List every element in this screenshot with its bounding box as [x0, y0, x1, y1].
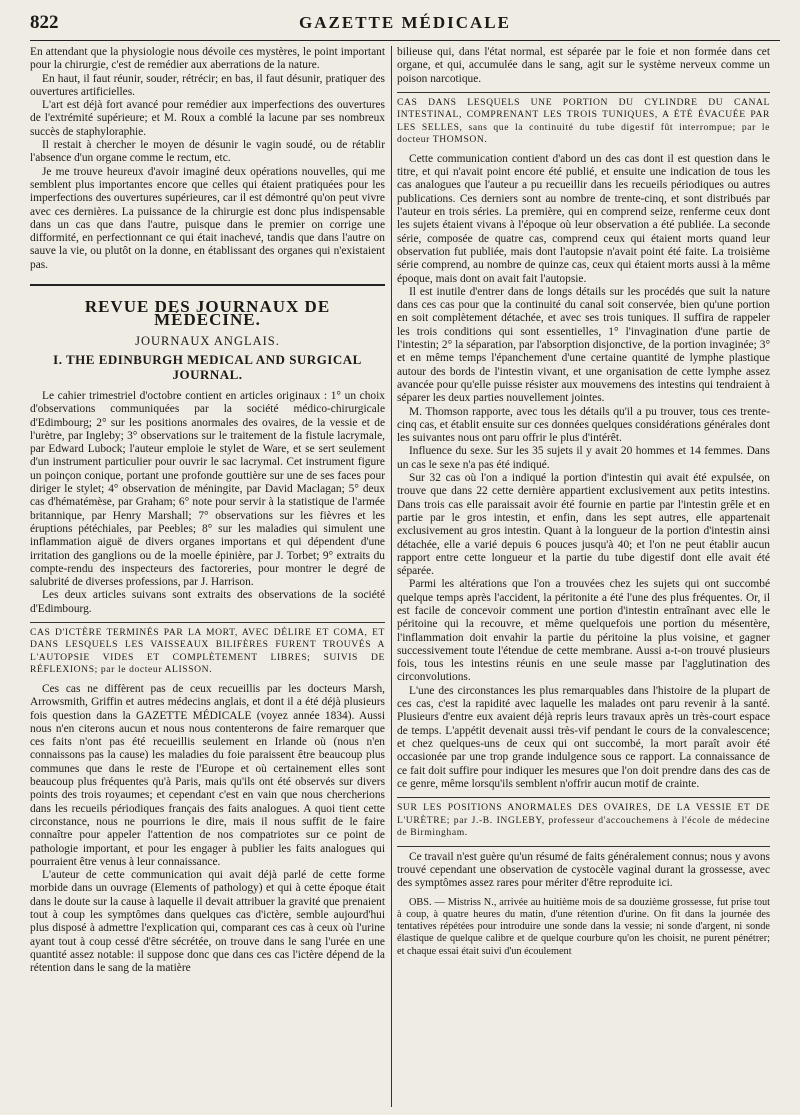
paragraph: M. Thomson rapporte, avec tous les détails qu'il a pu trouver, tous ces trente-cinq cas, et établit ensuite sur ces données quelques considérations générales dont les suivantes nous ont paru offrir le plus d'intérêt. — [397, 405, 770, 445]
rule — [397, 846, 770, 847]
paragraph: Sur 32 cas où l'on a indiqué la portion d'intestin qui avait été expulsée, on trouve que dans 22 cette dernière appartient exclusivement aux petits intestins. Dans trois cas elle paraissait avoir été fournie en partie par l'intestin grêle et en partie par le gros intestin, et enfin, dans les sept autres, elle appartenait exclusivement au gros intestin. Quant à la longueur de la portion d'intestin ainsi détachée, elle a varié depuis 6 pouces jusqu'à 40; et l'on ne peut établir aucun rapport entre cette longueur et la partie du tube digestif dont elle avait été séparée. — [397, 472, 770, 578]
paragraph: Je me trouve heureux d'avoir imaginé deux opérations nouvelles, qui me semblent plus importantes encore que celles qui étaient pratiquées pour les imperfections des ouvertures supérieures, car il est démontré qu'on peut vivre avec ces dernières. La puissance de la chirurgie est donc plus indispensable dans un cas que dans l'autre, puisque dans le premier on corrige une difformité, en perfectionnant ce qui était inachevé, tandis que dans l'autre on sauve la vie, ou plutôt on la donne, en établissant des organes qui n'existaient pas. — [30, 165, 385, 271]
page-header — [30, 10, 780, 41]
paragraph: En attendant que la physiologie nous dévoile ces mystères, le point important pour la chirurgie, c'est de remédier aux aberrations de la nature. — [30, 46, 385, 72]
running-title: GAZETTE MÉDICALE — [299, 13, 511, 32]
rule — [397, 797, 770, 798]
paragraph: Le cahier trimestriel d'octobre contient en articles originaux : 1° un choix d'observations communiquées par la société médico-chirurgicale d'Edimbourg; 2° sur les positions anormales des ovaires, de la vessie et de l'urètre, par Ingleby; 3° observations sur le traitement de la fistule lacrymale, par Edward Lubock; l'auteur emploie le stylet de Ware, et se sert seulement d'un instrument particulier pour ouvrir le sac lacrymal. Cet instrument figure un poinçon conique, portant une profonde gouttière sur une de ses faces pour diriger le stylet; 4° observation de méningite, par David Maclagan; 5° deux cas d'hématémèse, par Graham; 6° note pour servir à la statistique de l'armée britannique, par Henry Marshall; 7° observations sur les fièvres et les éruptions pétéchiales, par Peebles; 8° sur les maladies qui simulent une inflammation aiguë de divers organes importans et qui dépendent d'une irritation des ganglions ou de la moelle épinière, par J. Torbet; 9° extraits du compte-rendu des inspecteurs des factoreries, pour montrer le degré de salubrité de diverses professions, par J. Harrison. — [30, 389, 385, 589]
paragraph: Il restait à chercher le moyen de désunir le vagin soudé, ou de rétablir l'absence d'un organe comme le rectum, etc. — [30, 139, 385, 165]
paragraph: Les deux articles suivans sont extraits des observations de la société d'Edimbourg. — [30, 589, 385, 615]
page-number: 822 — [30, 12, 59, 33]
section-title: REVUE DES JOURNAUX DE MÉDECINE. — [84, 297, 331, 330]
paragraph: Parmi les altérations que l'on a trouvées chez les sujets qui ont succombé quelque temps après l'accident, la péritonite a été l'une des plus fréquentes. Or, il est facile de concevoir comment une portion d'intestin entraînant avec elle le péritoine qui la recouvre, et même quelquefois une portion du mésentère, l'inflammation doit envahir la partie du péritoine la plus voisine, et gagner successivement toute l'étendue de cette membrane. Aussi a-t-on trouvé plusieurs fois, tous les intestins réunis en une seule masse par l'agglutination des circonvolutions. — [397, 578, 770, 684]
paragraph: Cette communication contient d'abord un des cas dont il est question dans le titre, et qui n'avait point encore été publié, et ensuite une indication de tous les cas analogues que l'auteur a pu recueillir dans les recueils périodiques ou autres publications. Ces derniers sont au nombre de trente-cinq, et sont distribués par l'auteur en trois séries. La première, qui en comprend seize, renferme ceux dont les sujets étaient vivans à l'époque où leur observation a été publiée. La seconde série, composée de quatre cas, comprend ceux qui étaient morts quand leur observation fut publiée, mais dont l'autopsie n'avait point été faite. La troisième série comprend, au nombre de quinze cas, ceux qui étaient morts aussi à la même époque, mais dont on avait fait l'autopsie. — [397, 152, 770, 285]
paragraph: Il est inutile d'entrer dans de longs détails sur les procédés que suit la nature dans ces cas pour que la continuité du canal soit conservée, bien qu'une portion en soit complètement détachée, et avec ses trois tuniques. Il suffira de rappeler les trois conditions qui sont essentielles, 1° l'invagination d'une partie de l'intestin; 2° la séparation, par l'absorption disjonctive, de la portion invaginée; 3° et en même temps l'épanchement d'une certaine quantité de lymphe plastique autour des bords de l'intestin vivant, et une organisation de cette lymphe assez avancée pour qu'elle puisse résister aux mouvemens des intestins qui tendraient à séparer les deux parties nouvellement jointes. — [397, 285, 770, 405]
paragraph: Ce travail n'est guère qu'un résumé de faits généralement connus; nous y avons trouvé cependant une observation de cystocèle vaginal durant la grossesse, avec des symptômes assez rares pour mériter d'être reproduite ici. — [397, 850, 770, 890]
rule — [30, 622, 385, 623]
rule — [397, 92, 770, 93]
case-heading: CAS DANS LESQUELS UNE PORTION DU CYLINDRE DU CANAL INTESTINAL, COMPRENANT LES TROIS TUNIQUES, A ÉTÉ ÉVACUÉE PAR LES SELLES, sans que la continuité du tube digestif fût interrompue; par le docteur THOMSON. — [397, 96, 770, 146]
paragraph: Influence du sexe. Sur les 35 sujets il y avait 20 hommes et 14 femmes. Dans un cas le sexe n'a pas été indiqué. — [397, 445, 770, 471]
paragraph: L'auteur de cette communication qui avait déjà parlé de cette forme morbide dans un ouvrage (Elements of pathology) et qui à cette époque était dans le doute sur la cause à laquelle il devait attribuer la gravité que prenaient tout à coup les symptômes dans quelques cas d'ictère, semble aujourd'hui plus disposé à admettre l'explication qui, comparant ces cas à ceux où l'urine ayant tout à coup cessé d'être sécrétée, on trouve dans le sang l'urée en une quantité assez notable: il suppose donc que dans ces cas l'ictère dépend de la rétention dans le sang de la matière — [30, 869, 385, 975]
paragraph: Ces cas ne diffèrent pas de ceux recueillis par les docteurs Marsh, Arrowsmith, Griffin et autres médecins anglais, et dont il a été déjà plusieurs fois question dans la GAZETTE MÉDICALE (voyez année 1834). Aussi nous n'en citerons aucun et nous nous contenterons de faire remarquer que ces faits n'ont pas été recueillis seulement en Irlande où (nous n'en connaissons pas la cause) les maladies du foie paraissent être beaucoup plus communes que dans le reste de l'Europe et où certainement elles sont beaucoup plus fréquentes qu'à Paris, mais qu'ils ont été observés sur divers points des trois royaumes; et cependant c'est en vain que nous chercherions dans les recueils périodiques français des faits analogues. A quoi tient cette circonstance, nous ne pourrions le dire, mais il nous suffit de le faire connaître pour appeler l'attention de nos compatriotes sur ce point de pathologie important, et pour les engager à publier les faits analogues qui pourraient être venus à leur connaissance. — [30, 682, 385, 868]
section-divider — [30, 284, 385, 286]
left-column — [30, 46, 385, 1107]
journal-title: I. THE EDINBURGH MEDICAL AND SURGICAL JOURNAL. — [53, 351, 362, 382]
paragraph: En haut, il faut réunir, souder, rétrécir; en bas, il faut désunir, pratiquer des ouvertures artificielles. — [30, 72, 385, 98]
right-column — [397, 46, 770, 1107]
observation-paragraph: OBS. — Mistriss N., arrivée au huitième mois de sa douzième grossesse, fut prise tout à coup, à quatre heures du matin, d'une rétention d'urine. On fit dans la journée des tentatives répétées pour introduire une sonde dans la vessie; ni sonde d'argent, ni sonde élastique de quelque calibre et de quelque courbure qu'on les choisit, ne purent pénétrer; et chaque essai était suivi d'un écoulement — [397, 896, 770, 957]
case-heading: CAS D'ICTÈRE TERMINÉS PAR LA MORT, AVEC DÉLIRE ET COMA, ET DANS LESQUELS LES VAISSEAUX BILIFÈRES FURENT TROUVÉS A L'AUTOPSIE VIDES ET COMPLÈTEMENT LIBRES; SUIVIS DE RÉFLEXIONS; par le docteur ALISSON. — [30, 626, 385, 676]
case-heading: SUR LES POSITIONS ANORMALES DES OVAIRES, DE LA VESSIE ET DE L'URÈTRE; par J.-B. INGLEBY, professeur d'accouchemens à l'école de médecine de Birmingham. — [397, 802, 770, 839]
paragraph: bilieuse qui, dans l'état normal, est séparée par le foie et non formée dans cet organe, et qui, accumulée dans le sang, agit sur le système nerveux comme un poison narcotique. — [397, 46, 770, 85]
paragraph: L'une des circonstances les plus remarquables dans l'histoire de la plupart de ces cas, c'est la rapidité avec laquelle les malades ont paru revenir à la santé. Plusieurs d'entre eux avaient déjà repris leurs travaux après un très-court espace de temps. L'appétit devenait aussi très-vif pendant le cours de la convalescence; et chez quelques-uns de ceux qui ont succombé, la mort paraît avoir été occasionée par une trop grande indulgence sous ce rapport. La connaissance de ce fait doit suffire pour indiquer les mesures que l'on doit prendre dans des cas de ce genre, même lorsqu'ils semblent n'offrir aucun motif de crainte. — [397, 684, 770, 790]
column-divider — [391, 46, 392, 1107]
subsection-title: JOURNAUX ANGLAIS. — [135, 333, 280, 348]
paragraph: L'art est déjà fort avancé pour remédier aux imperfections des ouvertures de l'extrémité supérieure; et M. Roux a comblé la lacune par ses nombreux succès de staphyloraphie. — [30, 99, 385, 138]
